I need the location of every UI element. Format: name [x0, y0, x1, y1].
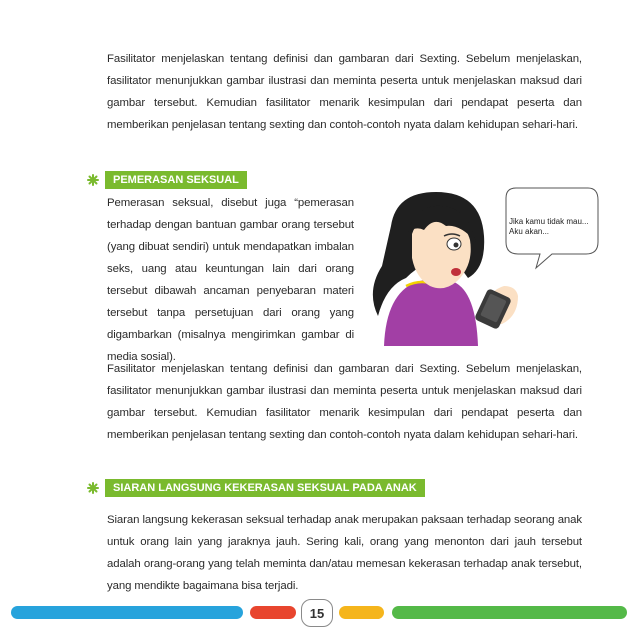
repeat-paragraph: Fasilitator menjelaskan tentang definisi dan gambaran dari Sexting. Sebelum menjelaskan, fasilitator menunjukkan gambar ilustrasi dan meminta peserta untuk menjelaskan maksud dari gambar tersebut. Kemudian fasilitator menarik kesimpulan dari pendapat peserta dan memberikan penjelasan tentang sexting dan contoh-contoh nyata dalam kehidupan sehari-hari. [107, 363, 582, 441]
section-heading-siaran [87, 478, 425, 498]
footer-bar-red [250, 606, 296, 619]
footer-bar-yellow [339, 606, 384, 619]
siaran-paragraph: Siaran langsung kekerasan seksual terhadap anak merupakan paksaan terhadap seorang anak untuk orang lain yang jaraknya jauh. Sering kali, orang yang menonton dari jauh tersebut adalah orang-orang yang telah meminta dan/atau memesan kekerasan terhadap anak tersebut, yang mendikte bagaimana bisa terjadi. [107, 514, 582, 592]
footer-bar-blue [11, 606, 243, 619]
burst-icon [87, 174, 99, 186]
speech-bubble-text: Jika kamu tidak mau... Aku akan... [509, 217, 589, 236]
section-heading-label: SIARAN LANGSUNG KEKERASAN SEKSUAL PADA ANAK [105, 479, 425, 497]
page-number: 15 [301, 599, 333, 627]
burst-icon [87, 482, 99, 494]
intro-paragraph: Fasilitator menjelaskan tentang definisi dan gambaran dari Sexting. Sebelum menjelaskan, fasilitator menunjukkan gambar ilustrasi dan meminta peserta untuk menjelaskan maksud dari gambar tersebut. Kemudian fasilitator menarik kesimpulan dari pendapat peserta dan memberikan penjelasan tentang sexting dan contoh-contoh nyata dalam kehidupan sehari-hari. [107, 53, 582, 131]
footer-bar-green [392, 606, 627, 619]
section-heading-label: PEMERASAN SEKSUAL [105, 171, 247, 189]
pemerasan-paragraph: Pemerasan seksual, disebut juga “pemerasan terhadap dengan bantuan gambar orang tersebut (yang dibuat sendiri) untuk mendapatkan imbalan seks, uang atau keuntungan lain dari orang tersebut dibawah ancaman penyebaran materi tersebut tanpa persetujuan dari orang yang digambarkan (misalnya mengirimkan gambar di media sosial). [107, 197, 354, 363]
girl-with-phone-illustration [356, 186, 606, 346]
section-heading-pemerasan [87, 170, 247, 190]
shirt [384, 279, 478, 346]
